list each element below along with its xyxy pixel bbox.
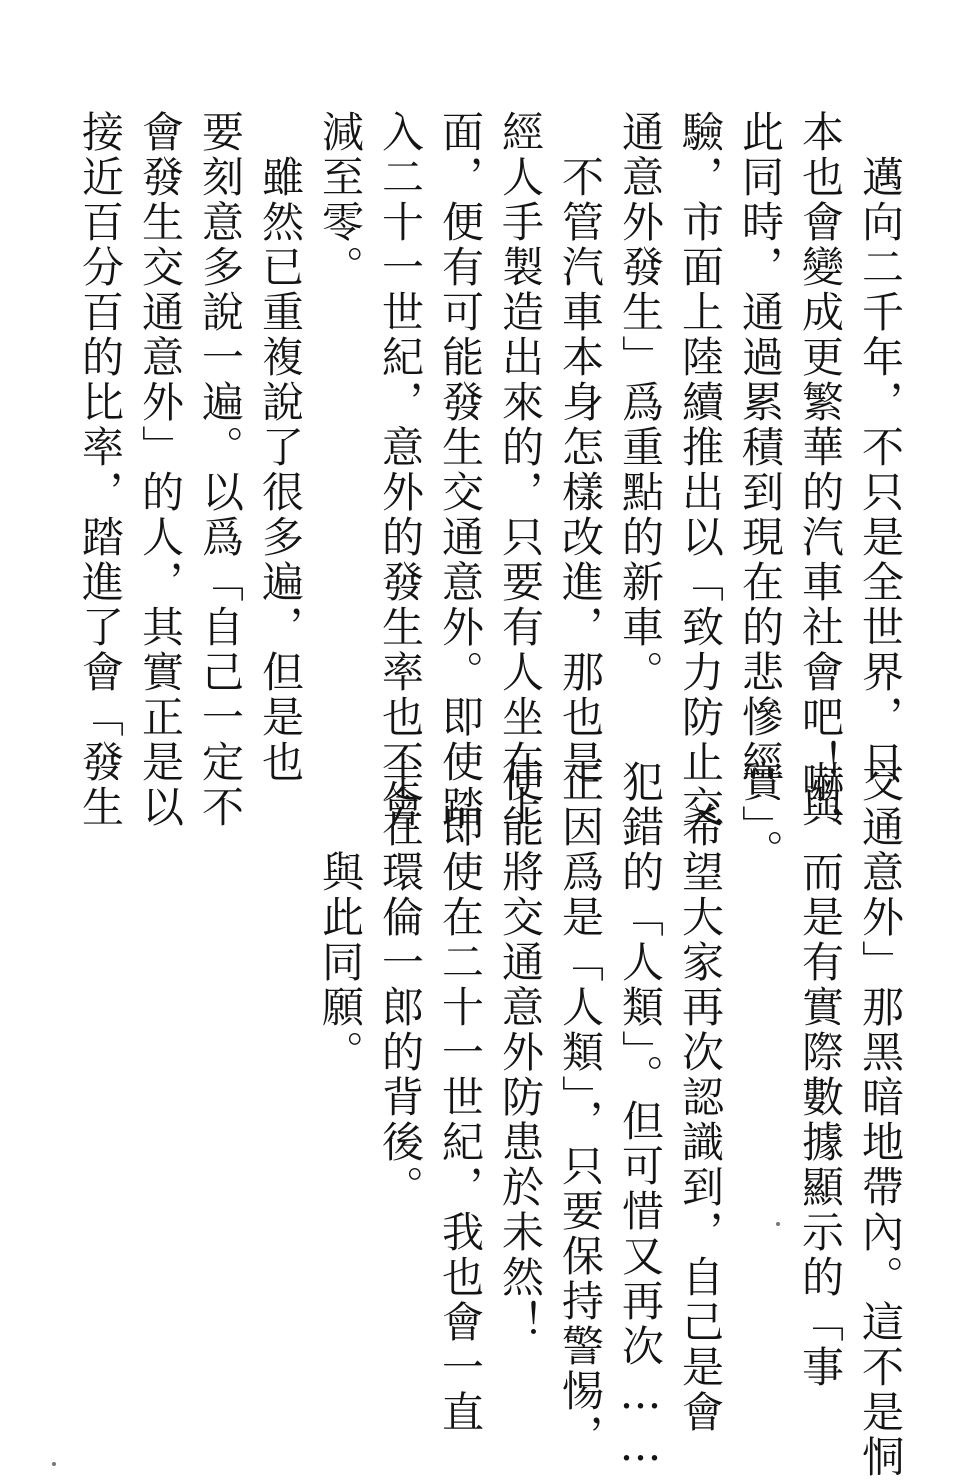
- text-column: 減至零。: [316, 110, 365, 290]
- text-column: 驗，市面上陸續推出以「致力防止交: [676, 110, 725, 830]
- text-column: 雖然已重複說了很多遍，但是也: [256, 110, 305, 785]
- text-column: 邁向二千年，不只是全世界，日: [856, 110, 905, 785]
- scan-speck: [776, 1222, 780, 1226]
- text-column: 走在環倫一郎的背後。: [376, 760, 425, 1210]
- text-column: 通意外發生」爲重點的新車。: [616, 110, 665, 695]
- text-column: 不管汽車本身怎樣改進，那也是: [556, 110, 605, 785]
- text-column: 入二十一世紀，意外的發生率也不會: [376, 110, 425, 830]
- text-column: 本也會變成更繁華的汽車社會吧！與: [796, 110, 845, 830]
- text-column: 便能將交通意外防患於未然！: [496, 760, 545, 1345]
- text-column: 正因爲是「人類」，只要保持警惕，: [556, 760, 605, 1459]
- text-column: 實」。: [736, 760, 785, 874]
- text-column: 犯錯的「人類」。但可惜又再次……: [616, 760, 665, 1473]
- text-column: 此同時，通過累積到現在的悲慘經: [736, 110, 785, 785]
- text-column: 嚇，而是有實際數據顯示的「事: [796, 760, 845, 1390]
- text-column: 要刻意多說一遍。以爲「自己一定不: [196, 110, 245, 830]
- text-column: 面，便有可能發生交通意外。即使踏: [436, 110, 485, 830]
- text-column: 接近百分百的比率，踏進了會「發生: [76, 110, 125, 830]
- text-column: 希望大家再次認識到，自己是會: [676, 760, 725, 1435]
- text-column: 即使在二十一世紀，我也會一直: [436, 760, 485, 1435]
- scan-speck: [52, 1462, 56, 1466]
- text-column: 會發生交通意外」的人，其實正是以: [136, 110, 185, 830]
- text-column: 與此同願。: [316, 760, 365, 1075]
- text-column: 經人手製造出來的，只要有人坐在上: [496, 110, 545, 830]
- text-column: 交通意外」那黑暗地帶內。這不是恫: [856, 760, 905, 1480]
